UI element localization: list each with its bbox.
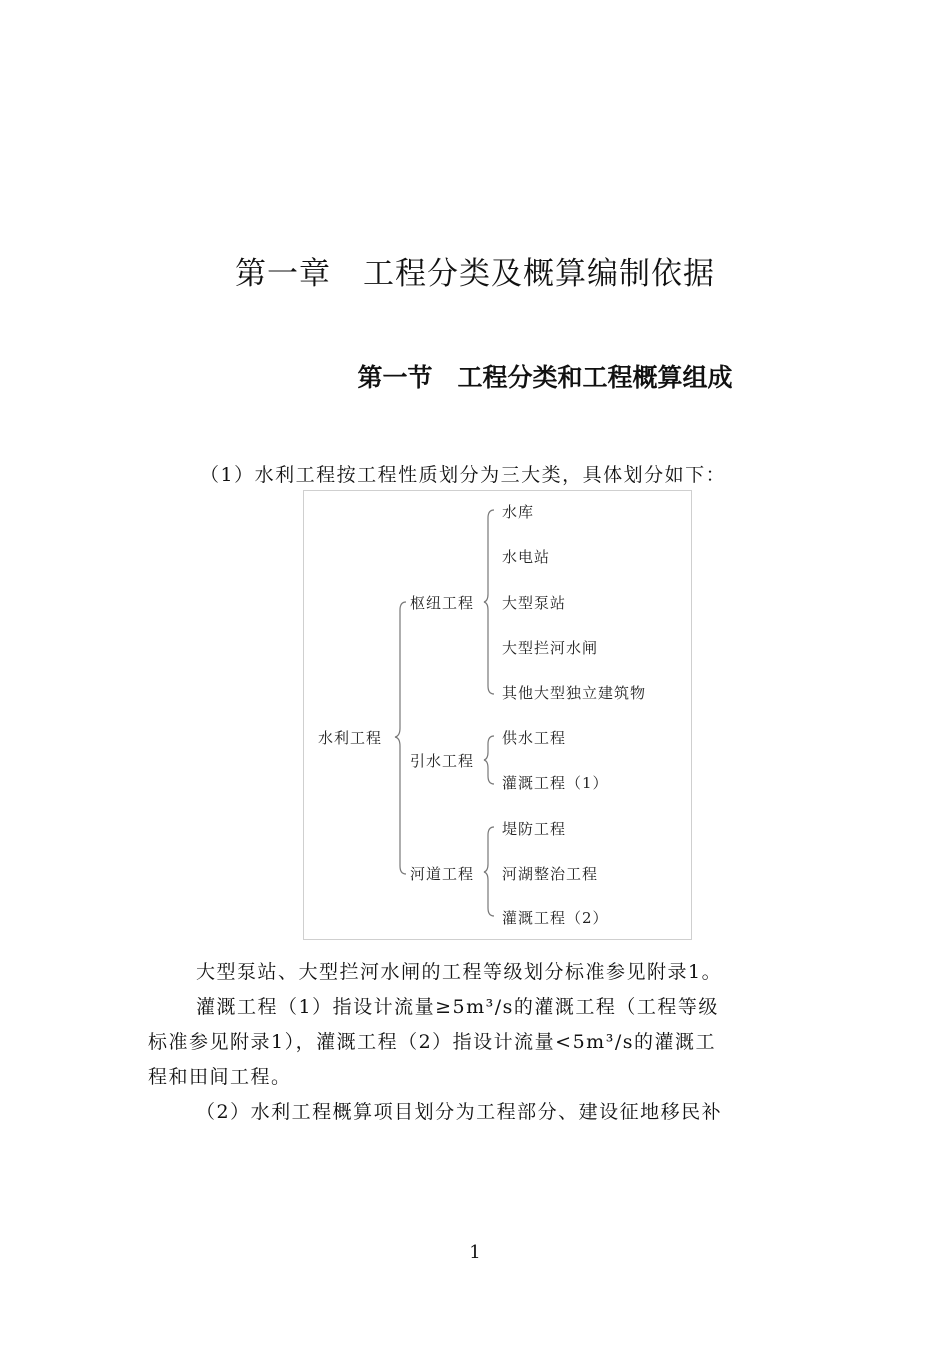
tree-item: 水电站 [502, 548, 551, 566]
tree-group-hub: 枢纽工程 [410, 594, 475, 612]
paragraph-1: 大型泵站、大型拦河水闸的工程等级划分标准参见附录1。 [196, 961, 723, 983]
tree-item: 大型泵站 [502, 594, 567, 612]
paragraph-2-line-1: 灌溉工程（1）指设计流量≥5m³/s的灌溉工程（工程等级 [196, 996, 719, 1018]
paragraph-2-line-2: 标准参见附录1），灌溉工程（2）指设计流量<5m³/s的灌溉工 [148, 1031, 716, 1053]
diversion-brace [484, 736, 494, 784]
paragraph-2-line-3: 程和田间工程。 [148, 1066, 292, 1088]
page-number: 1 [469, 1242, 481, 1263]
chapter-title: 第一章 工程分类及概算编制依据 [235, 256, 715, 292]
hub-brace [484, 510, 494, 694]
tree-item: 灌溉工程（1） [502, 774, 609, 792]
paragraph-3: （2）水利工程概算项目划分为工程部分、建设征地移民补 [196, 1101, 723, 1123]
tree-root: 水利工程 [318, 729, 383, 747]
tree-group-diversion: 引水工程 [410, 752, 475, 770]
root-brace [395, 602, 406, 874]
tree-item: 供水工程 [502, 729, 567, 747]
section-title: 第一节 工程分类和工程概算组成 [357, 363, 733, 392]
tree-item: 河湖整治工程 [502, 865, 599, 883]
tree-item: 水库 [502, 503, 535, 521]
tree-item: 灌溉工程（2） [502, 909, 609, 927]
tree-item: 其他大型独立建筑物 [502, 684, 647, 702]
tree-item: 堤防工程 [502, 820, 567, 838]
tree-group-river: 河道工程 [410, 865, 475, 883]
river-brace [484, 827, 494, 916]
intro-paragraph: （1）水利工程按工程性质划分为三大类，具体划分如下： [200, 464, 727, 486]
tree-item: 大型拦河水闸 [502, 639, 599, 657]
